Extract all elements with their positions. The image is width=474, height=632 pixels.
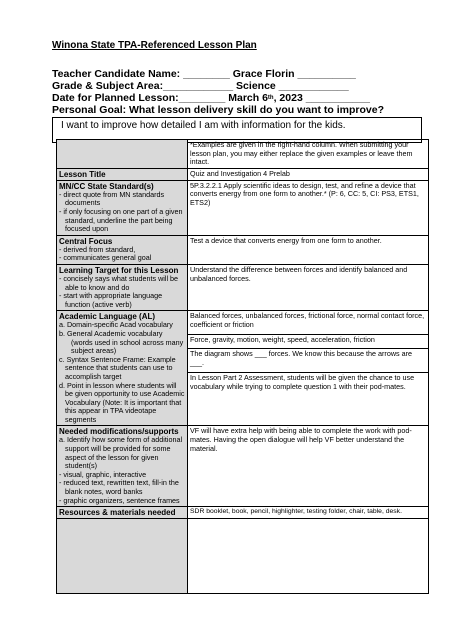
modifications-label: Needed modifications/supports (59, 427, 179, 437)
sentence-frame-value: The diagram shows ___ forces. We know this because the arrows are ___. (190, 349, 412, 367)
document-title: Winona State TPA-Referenced Lesson Plan (52, 40, 257, 51)
standards-hint: - direct quote from MN standards documents (59, 189, 165, 208)
personal-goal-question: Personal Goal: What lesson delivery skill do you want to improve? (52, 104, 384, 116)
empty-label-cell (57, 519, 188, 594)
personal-goal-answer: I want to improve how detailed I am with information for the kids. (61, 120, 346, 131)
table-row-central-focus (57, 235, 429, 264)
central-focus-label-cell (57, 235, 188, 264)
modifications-hint: - reduced text, rewritten text, fill-in the blank notes, word banks (59, 478, 179, 497)
table-row-lesson-title (57, 168, 429, 180)
table-row-resources (57, 507, 429, 519)
central-focus-value-cell (188, 235, 429, 264)
lesson-title-value: Quiz and Investigation 4 Prelab (190, 168, 290, 178)
learning-target-label-cell (57, 264, 188, 310)
academic-language-value-cell (188, 335, 429, 349)
resources-value-cell (188, 507, 429, 519)
academic-language-hint: d. Point in lesson where students will be given opportunity to use Academic Vocabulary (Note: It is important that this appear in TPA videotape segments (59, 380, 185, 424)
resources-label-cell (57, 507, 188, 519)
standards-value-cell (188, 180, 429, 235)
resources-label: Resources & materials needed (59, 508, 176, 518)
table-row-academic-language-a (57, 311, 429, 335)
examples-note: *Examples are given in the right-hand column. When submitting your lesson plan, you may either replace the given examples or leave them intact. (190, 140, 413, 167)
lesson-plan-table (56, 139, 429, 594)
table-row-modifications (57, 426, 429, 507)
date-label-pre: Date for Planned Lesson:________ March 6 (52, 92, 268, 104)
standards-value: 5P.3.2.2.1 Apply scientific ideas to design, test, and refine a device that converts energy from one form to another.* (P: 6, CC: 5, CI: PS3, ETS1, ETS2) (190, 180, 419, 207)
lesson-title-label: Lesson Title (59, 169, 106, 179)
note-cell (188, 140, 429, 169)
lesson-date-line (52, 92, 370, 104)
academic-language-label: Academic Language (AL) (59, 312, 156, 322)
table-row-standards (57, 180, 429, 235)
resources-value: SDR booklet, book, pencil, highlighter, testing folder, chair, table, desk. (190, 508, 402, 516)
table-row-empty (57, 519, 429, 594)
domain-vocabulary-value: Balanced forces, unbalanced forces, frictional force, normal contact force, coefficient or friction (190, 311, 425, 329)
central-focus-hint: - derived from standard, (59, 244, 136, 254)
learning-target-hint: - start with appropriate language function (active verb) (59, 291, 163, 309)
central-focus-value: Test a device that converts energy from one form to another. (190, 235, 382, 245)
general-vocabulary-value: Force, gravity, motion, weight, speed, acceleration, friction (190, 335, 375, 345)
modifications-value-cell (188, 426, 429, 507)
standards-label-cell (57, 180, 188, 235)
learning-target-value-cell (188, 264, 429, 310)
empty-value-cell (188, 519, 429, 594)
table-row-learning-target (57, 264, 429, 310)
academic-language-hint: a. Domain-specific Acad vocabulary (59, 320, 173, 330)
standards-hint: - if only focusing on one part of a given standard, underline the part being focused upon (59, 206, 183, 234)
modifications-label-cell (57, 426, 188, 507)
academic-language-value-cell (188, 349, 429, 373)
date-label-post: , 2023 ___________ (273, 92, 370, 104)
modifications-hint: - graphic organizers, sentence frames (59, 495, 180, 505)
date-superscript: th (267, 95, 274, 101)
modifications-hint: a. Identify how some form of additional support will be provided for some aspect of the lesson for given student(s) (59, 435, 183, 471)
learning-target-hint: - concisely says what students will be able to know and do (59, 273, 179, 292)
table-row-note (57, 140, 429, 169)
academic-language-value-cell (188, 311, 429, 335)
central-focus-label: Central Focus (59, 236, 113, 246)
central-focus-hint: - communicates general goal (59, 253, 152, 263)
academic-language-value-cell (188, 373, 429, 426)
modifications-value: VF will have extra help with being able to complete the work with pod-mates. Having the open dialogue will help VF better understand the material. (190, 426, 412, 453)
academic-language-hint: c. Syntax Sentence Frame: Example sentence that students can use to accomplish target (59, 354, 176, 381)
academic-language-label-cell (57, 311, 188, 426)
teacher-name-line: Teacher Candidate Name: ________ Grace Florin __________ (52, 68, 356, 80)
lesson-title-label-cell (57, 168, 188, 180)
note-label-cell (57, 140, 188, 169)
learning-target-value: Understand the difference between forces and identify balanced and unbalanced forces. (190, 264, 408, 283)
lesson-title-value-cell (188, 168, 429, 180)
modifications-hint: - visual, graphic, interactive (59, 469, 147, 479)
vocabulary-use-point-value: In Lesson Part 2 Assessment, students will be given the chance to use vocabulary while trying to complete question 1 with their pod-mates. (190, 373, 415, 392)
standards-label: MN/CC State Standard(s) (59, 181, 154, 191)
academic-language-hint: (words used in school across many subject areas) (71, 337, 184, 356)
grade-subject-line: Grade & Subject Area:____________ Science ____________ (52, 80, 349, 92)
academic-language-hint: b. General Academic vocabulary (59, 328, 163, 338)
learning-target-label: Learning Target for this Lesson (59, 265, 179, 275)
